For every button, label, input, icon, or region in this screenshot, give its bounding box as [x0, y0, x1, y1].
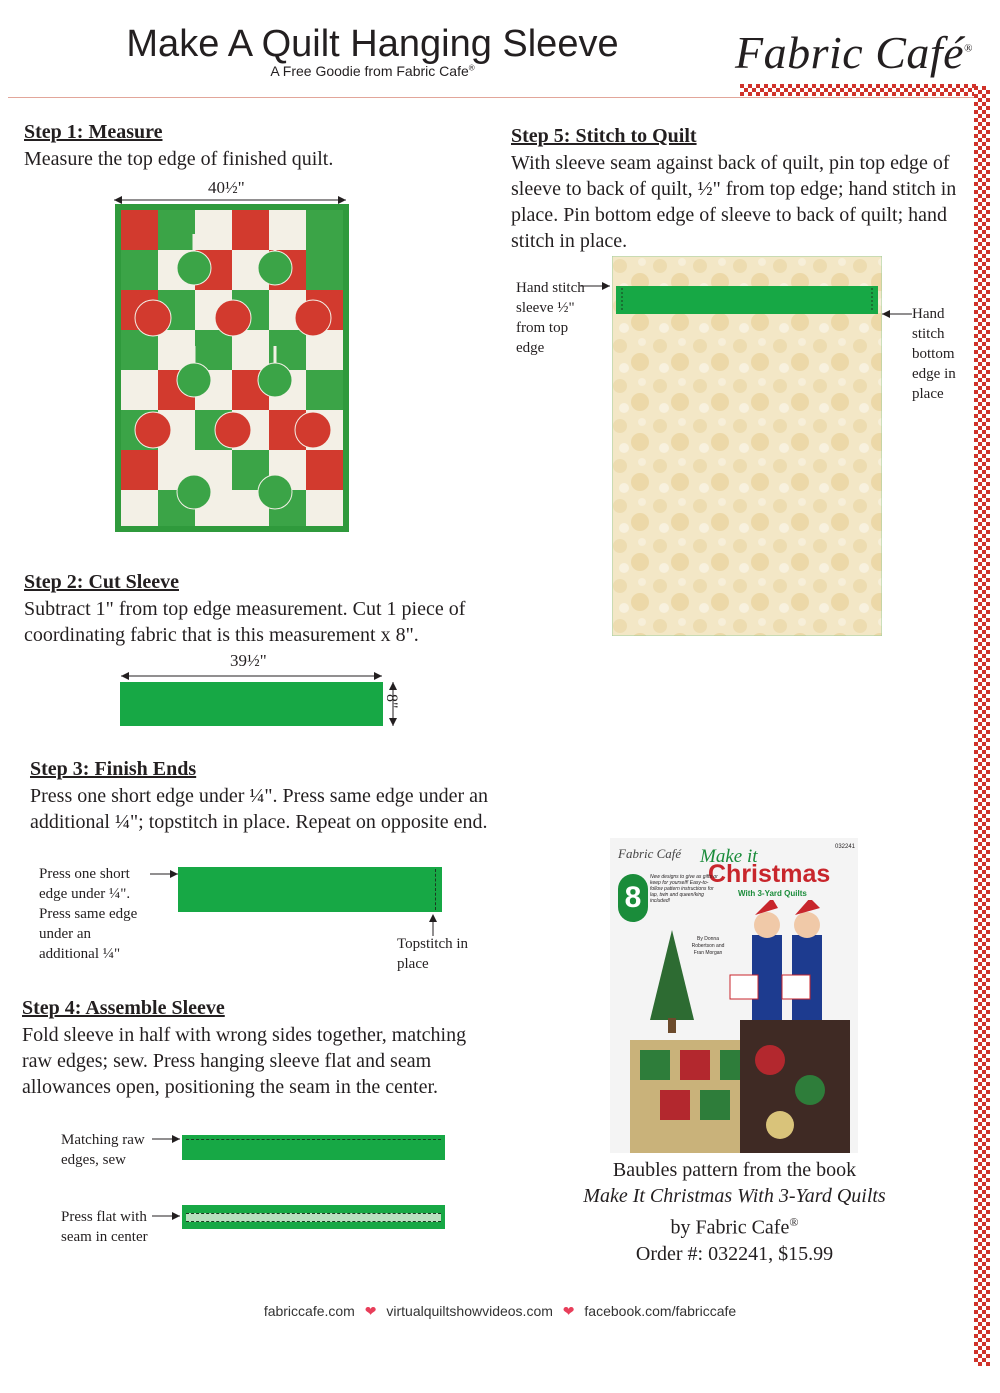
- step3-right-label: Topstitch in place: [397, 936, 469, 972]
- step4-text: Fold sleeve in half with wrong sides together, matching raw edges; sew. Press hanging sleeve flat and seam allowances open, positioning the seam in the center.: [22, 1024, 467, 1098]
- step3-text: Press one short edge under ¼". Press same edge under an additional ¼"; topstitch in place. Repeat on opposite end.: [30, 785, 489, 833]
- page-title: Make A Quilt Hanging Sleeve: [126, 23, 619, 65]
- cover-number-badge: 8: [618, 874, 648, 922]
- fabric-cafe-logo: Fabric Café®: [735, 27, 973, 78]
- step5-text: With sleeve seam against back of quilt, pin top edge of sleeve to back of quilt, ½" from top edge; hand stitch in place. Pin bottom edge of sleeve to back of quilt; hand stitch in place.: [511, 152, 957, 252]
- step5-right-label: Hand stitch bottom edge in place: [912, 306, 956, 402]
- step2-height-label: 8": [383, 694, 400, 709]
- checker-border-top: [740, 76, 980, 96]
- step2-heading: Step 2: Cut Sleeve: [24, 571, 179, 593]
- step4-arrow-2: [150, 1210, 182, 1222]
- seam-line: [186, 1139, 441, 1140]
- sleeve-folded: [182, 1135, 445, 1160]
- step5-left-arrow: [578, 280, 612, 292]
- step1-dimension-label: 40½": [208, 178, 245, 197]
- step1-heading: Step 1: Measure: [24, 121, 163, 143]
- step4-label-2: Press flat with seam in center: [61, 1209, 148, 1245]
- cover-authors: By Donna Robertson and Fran Morgan: [691, 936, 725, 956]
- step5-heading: Step 5: Stitch to Quilt: [511, 125, 697, 147]
- heart-icon: ❤: [364, 1303, 377, 1319]
- step2-text: Subtract 1" from top edge measurement. Cut 1 piece of coordinating fabric that is this measurement x 8".: [24, 598, 466, 646]
- step3-left-label: Press one short edge under ¼". Press same edge under an additional ¼": [39, 866, 138, 962]
- header-divider: [8, 97, 978, 98]
- step3-heading: Step 3: Finish Ends: [30, 758, 197, 780]
- cover-title-2: Christmas: [708, 860, 831, 888]
- step4-label-1: Matching raw edges, sew: [61, 1132, 145, 1168]
- step2-width-label: 39½": [230, 651, 267, 670]
- caption-line-1: Baubles pattern from the book: [612, 1159, 857, 1181]
- quilt-back-image: [612, 256, 882, 636]
- step4-heading: Step 4: Assemble Sleeve: [22, 997, 225, 1019]
- caption-line-3: by Fabric Cafe®: [670, 1215, 799, 1239]
- footer-link-fabriccafe[interactable]: fabriccafe.com: [263, 1303, 355, 1319]
- sleeve-pressed-flat: [182, 1205, 445, 1229]
- footer-links: [0, 1303, 1000, 1320]
- step5-right-arrow: [880, 308, 914, 320]
- sleeve-fabric-piece: [120, 682, 383, 726]
- center-seam: [186, 1213, 441, 1222]
- checker-border-right: [974, 86, 990, 1366]
- caption-order-info: Order #: 032241, $15.99: [635, 1242, 834, 1265]
- heart-icon: ❤: [562, 1303, 575, 1319]
- baubles-quilt-image: [115, 204, 349, 532]
- sleeve-finished-ends: [178, 867, 442, 912]
- step4-arrow-1: [150, 1133, 182, 1145]
- footer-link-facebook[interactable]: facebook.com/fabriccafe: [584, 1303, 737, 1319]
- cover-brand: Fabric Café: [618, 846, 682, 861]
- cover-blurb: New designs to give as gifts or keep for yourself! Easy-to-follow pattern instructions for lap, twin and queen/king included!: [650, 874, 718, 904]
- book-caption: [562, 1157, 907, 1267]
- page-subtitle: A Free Goodie from Fabric Cafe®: [270, 63, 475, 79]
- topstitch-line: [435, 869, 436, 910]
- caption-book-title: Make It Christmas With 3-Yard Quilts: [583, 1185, 886, 1207]
- step3-left-arrow: [148, 868, 180, 880]
- cover-subtitle: With 3-Yard Quilts: [738, 889, 807, 898]
- footer-link-virtualquiltshow[interactable]: virtualquiltshowvideos.com: [386, 1303, 553, 1319]
- book-cover-image: [610, 838, 858, 1153]
- step1-text: Measure the top edge of finished quilt.: [24, 148, 334, 170]
- cover-photo: [610, 900, 858, 1153]
- cover-code: 032241: [835, 844, 856, 850]
- cover-title-1: Make it: [700, 846, 758, 867]
- step5-left-label: Hand stitch sleeve ½" from top edge: [516, 280, 585, 356]
